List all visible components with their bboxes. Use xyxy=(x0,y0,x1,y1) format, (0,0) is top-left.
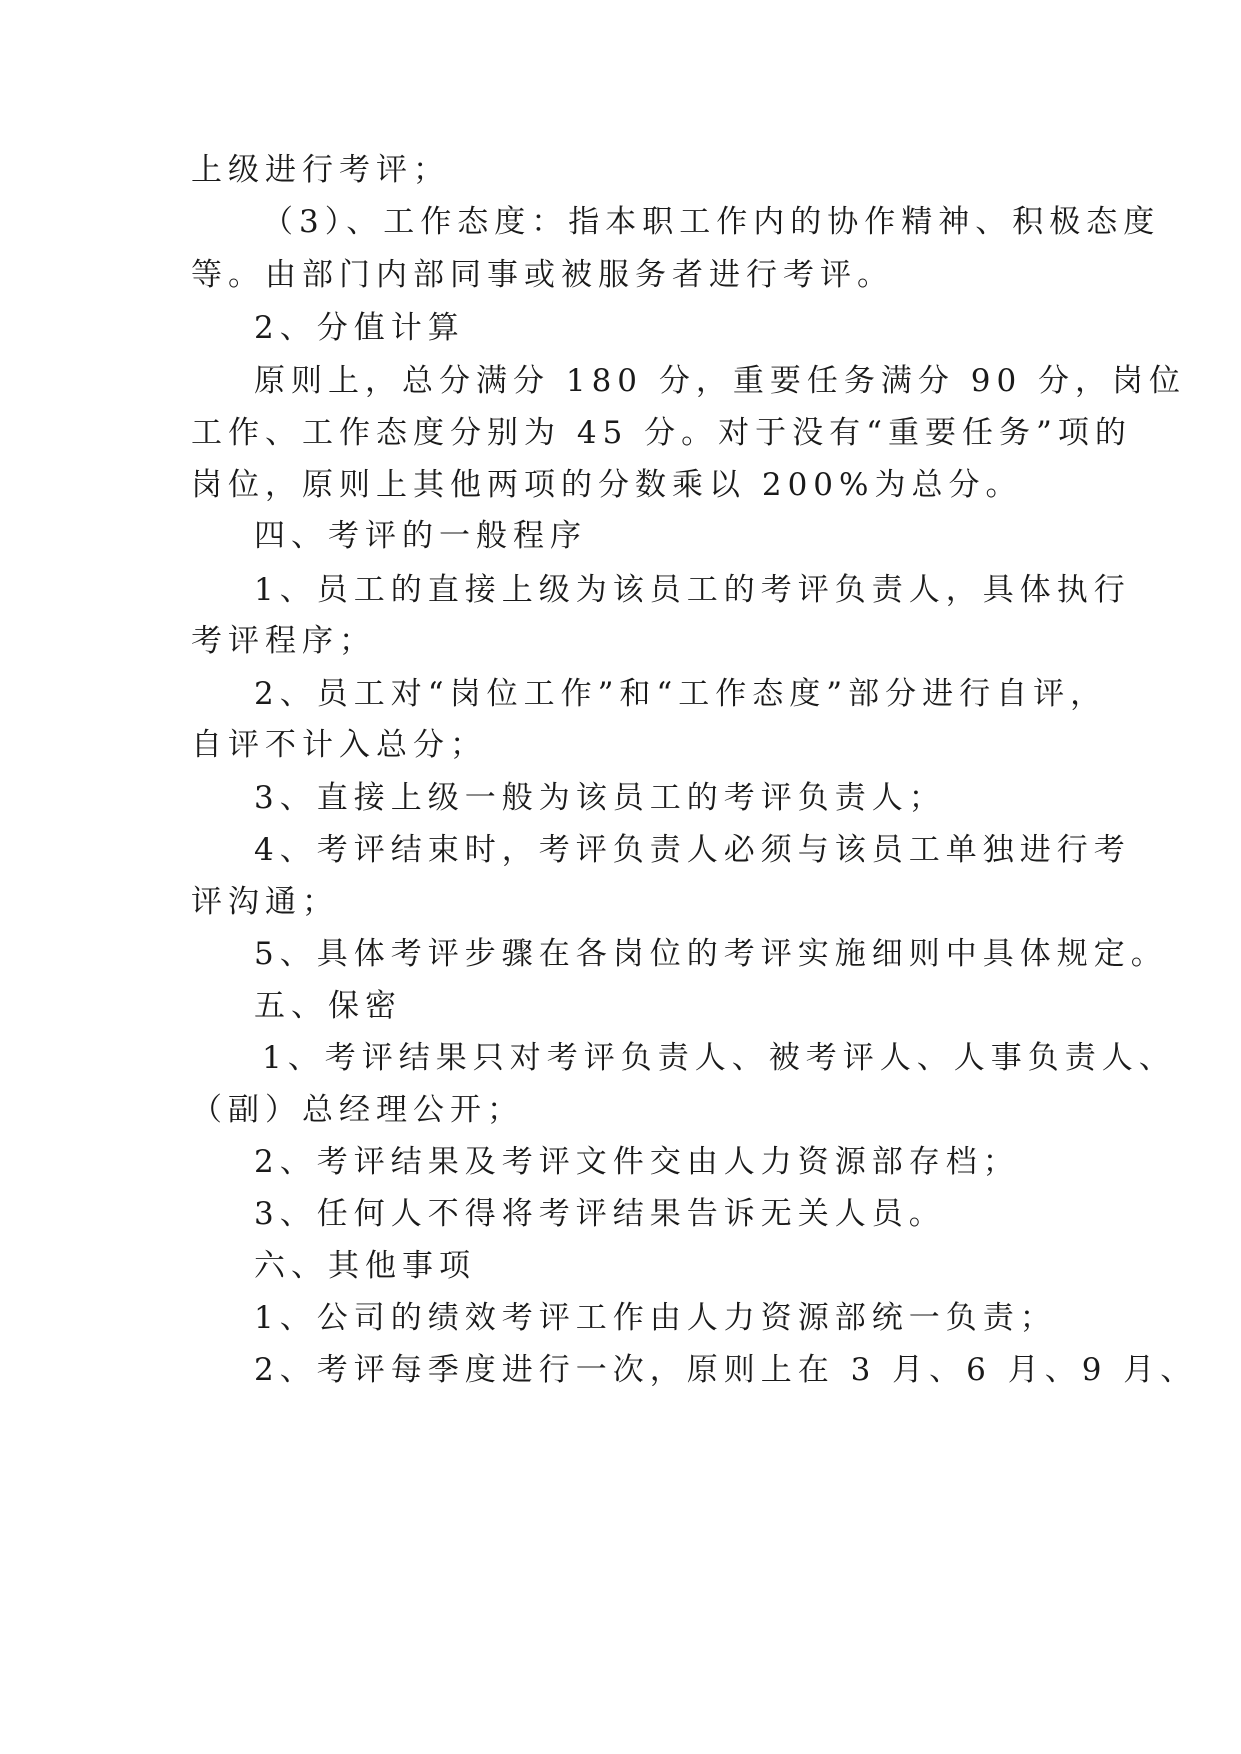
text-line: 2、考评每季度进行一次，原则上在 3 月、6 月、9 月、 xyxy=(254,1352,1198,1388)
text-line: 2、考评结果及考评文件交由人力资源部存档； xyxy=(254,1144,1020,1180)
section-heading: 六、其他事项 xyxy=(254,1248,476,1284)
text-line: 1、公司的绩效考评工作由人力资源部统一负责； xyxy=(254,1300,1057,1336)
text-line: 4、考评结束时，考评负责人必须与该员工单独进行考 xyxy=(254,832,1131,868)
text-line: 自评不计入总分； xyxy=(191,727,487,763)
section-heading: 五、保密 xyxy=(254,988,402,1024)
text-line: 评沟通； xyxy=(191,884,339,920)
text-line: （3）、工作态度：指本职工作内的协作精神、积极态度 xyxy=(262,204,1161,240)
text-line: 3、任何人不得将考评结果告诉无关人员。 xyxy=(254,1196,946,1232)
text-line: 1、考评结果只对考评负责人、被考评人、人事负责人、 xyxy=(262,1040,1176,1076)
text-line: 5、具体考评步骤在各岗位的考评实施细则中具体规定。 xyxy=(254,936,1168,972)
text-line: 岗位，原则上其他两项的分数乘以 200%为总分。 xyxy=(191,467,1023,503)
text-line: 考评程序； xyxy=(191,623,376,659)
text-line: 3、直接上级一般为该员工的考评负责人； xyxy=(254,780,946,816)
text-line: （副）总经理公开； xyxy=(191,1092,524,1128)
text-line: 上级进行考评； xyxy=(191,152,450,188)
text-line: 原则上，总分满分 180 分，重要任务满分 90 分，岗位 xyxy=(254,363,1187,399)
text-line: 等。由部门内部同事或被服务者进行考评。 xyxy=(191,257,894,293)
text-line: 工作、工作态度分别为 45 分。对于没有“重要任务”项的 xyxy=(191,415,1132,451)
text-line: 1、员工的直接上级为该员工的考评负责人，具体执行 xyxy=(254,572,1131,608)
section-heading: 四、考评的一般程序 xyxy=(254,518,587,554)
section-heading: 2、分值计算 xyxy=(254,310,465,346)
text-line: 2、员工对“岗位工作”和“工作态度”部分进行自评， xyxy=(254,676,1108,712)
